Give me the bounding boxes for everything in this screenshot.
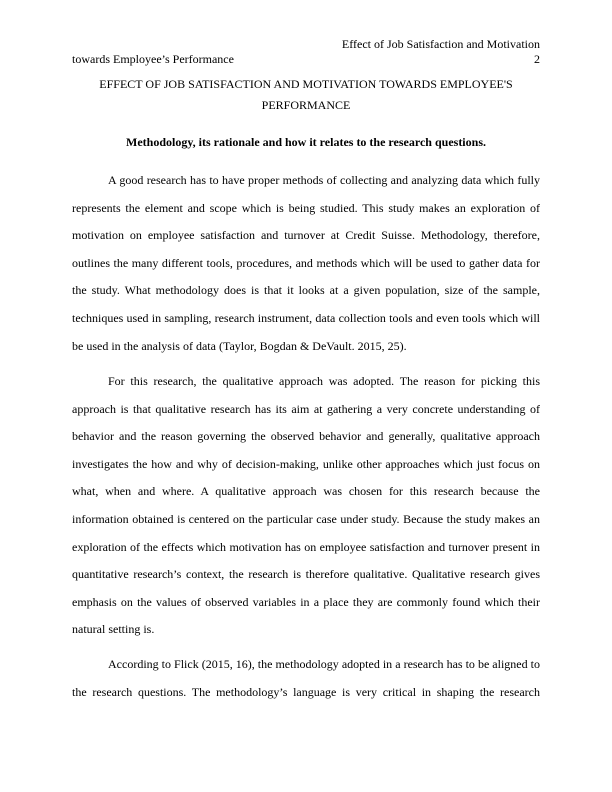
paragraph-line: motivation on employee satisfaction and turnover at Credit Suisse. Methodology, therefore, [72, 228, 540, 243]
paragraph-3 [72, 657, 540, 712]
paragraph-line: For this research, the qualitative approach was adopted. The reason for picking this [108, 374, 540, 388]
running-head-line2: towards Employee’s Performance [72, 52, 234, 66]
paragraph-line: information obtained is centered on the particular case under study. Because the study makes an [72, 511, 540, 526]
paragraph-line: A good research has to have proper methods of collecting and analyzing data which fully [108, 173, 540, 187]
paragraph-line: techniques used in sampling, research instrument, data collection tools and even tools which will [72, 310, 540, 325]
paragraph-line: exploration of the effects which motivation has on employee satisfaction and turnover present in [72, 539, 540, 554]
paragraph-line: natural setting is. [72, 622, 155, 637]
paragraph-line: the study. What methodology does is that it looks at a given population, size of the sample, [72, 283, 540, 298]
section-heading: Methodology, its rationale and how it relates to the research questions. [126, 135, 486, 149]
paragraph-line: the research questions. The methodology’s language is very critical in shaping the research [72, 684, 540, 699]
paragraph-line: quantitative research’s context, the research is therefore qualitative. Qualitative research gives [72, 567, 540, 582]
paragraph-line: According to Flick (2015, 16), the methodology adopted in a research has to be aligned to [108, 657, 540, 671]
page-number: 2 [534, 52, 540, 66]
paragraph-1 [72, 173, 540, 366]
paragraph-2 [72, 374, 540, 650]
running-head-line1: Effect of Job Satisfaction and Motivation [341, 37, 540, 51]
document-title-line2: PERFORMANCE [261, 98, 351, 112]
paragraph-line: outlines the many different tools, procedures, and methods which will be used to gather data for [72, 255, 540, 270]
paragraph-line: be used in the analysis of data (Taylor, Bogdan & DeVault. 2015, 25). [72, 338, 407, 353]
paragraph-line: represents the element and scope which is being studied. This study makes an exploration of [72, 200, 540, 215]
paragraph-line: investigates the how and why of decision-making, unlike other approaches which just focus on [72, 456, 540, 471]
paragraph-line: emphasis on the values of observed variables in a place they are commonly found which their [72, 594, 540, 609]
paragraph-line: approach is that qualitative research has its aim at gathering a very concrete understanding of [72, 401, 540, 416]
paragraph-line: behavior and the reason governing the observed behavior and generally, qualitative approach [72, 429, 540, 444]
paragraph-line: what, when and where. A qualitative approach was chosen for this research because the [72, 484, 540, 499]
document-title-line1: EFFECT OF JOB SATISFACTION AND MOTIVATION TOWARDS EMPLOYEE'S [99, 77, 513, 91]
